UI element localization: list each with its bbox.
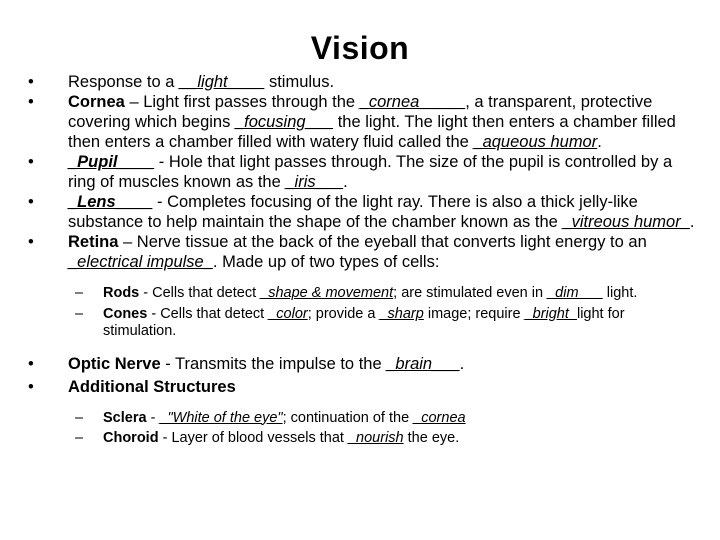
bullet-response [28,72,700,92]
bullet-marker: • [28,354,34,373]
sub-bullet-choroid [28,430,700,448]
bullet-marker: • [28,153,34,171]
bullet-marker: • [28,233,34,251]
bullet-retina [28,232,700,272]
text: , a transparent, protective covering which begins [68,93,653,131]
text: - [146,409,160,426]
text: - Transmits the impulse to the [160,354,387,373]
text: - Cells that detect [139,285,261,301]
text: light. [602,285,638,301]
text: . [689,213,695,231]
text: . [343,173,348,191]
dash-marker: – [75,409,84,426]
sub-bullet-rods [28,285,700,303]
text: the eye. [403,430,460,446]
term-cones: Cones [103,305,148,322]
bullet-optic-nerve [28,354,700,374]
text: stimulus. [264,73,335,91]
sub-bullet-cones [28,306,700,341]
term-choroid: Choroid [103,430,159,446]
term-optic-nerve: Optic Nerve [68,354,161,373]
answer-blank: _sharp [379,305,424,322]
answer-blank: _dim___ [547,285,603,301]
text: light for stimulation. [103,305,625,339]
answer-blank: _cornea [413,409,466,426]
text: . [459,354,465,373]
term-cornea: Cornea [68,93,125,111]
sub-bullet-sclera [28,410,700,428]
text: – Light first passes through the [124,93,360,111]
answer-blank: _Pupil____ [68,153,155,171]
bullet-lens [28,192,700,232]
page-title: Vision [310,30,410,66]
bullet-marker: • [28,93,34,111]
text: . Made up of two types of cells: [212,253,440,271]
answer-blank: _shape & movement [260,285,394,301]
term-additional-structures: Additional Structures [68,377,236,396]
bullet-marker: • [28,193,34,211]
answer-blank: _electrical impulse_ [68,253,213,271]
text: – Nerve tissue at the back of the eyeball that converts light energy to an [118,233,647,251]
text: ; are stimulated even in [393,285,548,301]
answer-blank: _brain___ [386,354,460,373]
dash-marker: – [75,285,84,301]
text: . [597,133,602,151]
text: Response to a [68,73,179,91]
text: - Layer of blood vessels that [158,430,348,446]
text: ; continuation of the [282,409,414,426]
term-sclera: Sclera [103,409,147,426]
answer-blank: _bright_ [524,305,577,322]
dash-marker: – [75,430,84,446]
bullet-pupil [28,152,700,192]
bullet-marker: • [28,377,34,396]
text: - Cells that detect [147,305,269,322]
answer-blank: _nourish [347,430,404,446]
answer-blank: _Lens____ [68,193,153,211]
bullet-additional-structures [28,377,700,397]
notes-body [28,72,700,448]
text: image; require [423,305,525,322]
bullet-marker: • [28,73,34,91]
text: - Completes focusing of the light ray. There is also a thick jelly-like substance to help maintain the shape of the chamber known as the [68,193,638,231]
answer-blank: _focusing___ [234,113,334,131]
answer-blank: _vitreous humor_ [562,213,690,231]
dash-marker: – [75,305,84,322]
answer-blank: _"White of the eye" [159,409,283,426]
text: ; provide a [307,305,380,322]
text: - Hole that light passes through. The size of the pupil is controlled by a ring of muscles known as the [68,153,673,191]
bullet-cornea [28,92,700,152]
term-rods: Rods [103,285,140,301]
term-retina: Retina [68,233,119,251]
answer-blank: _color [268,305,308,322]
answer-blank: _cornea_____ [359,93,466,111]
answer-blank: _aqueous humor [473,133,598,151]
text: the light. The light then enters a chamber filled then enters a chamber filled with watery fluid called the [68,113,676,151]
answer-blank: __light____ [179,73,265,91]
answer-blank: _iris___ [285,173,344,191]
